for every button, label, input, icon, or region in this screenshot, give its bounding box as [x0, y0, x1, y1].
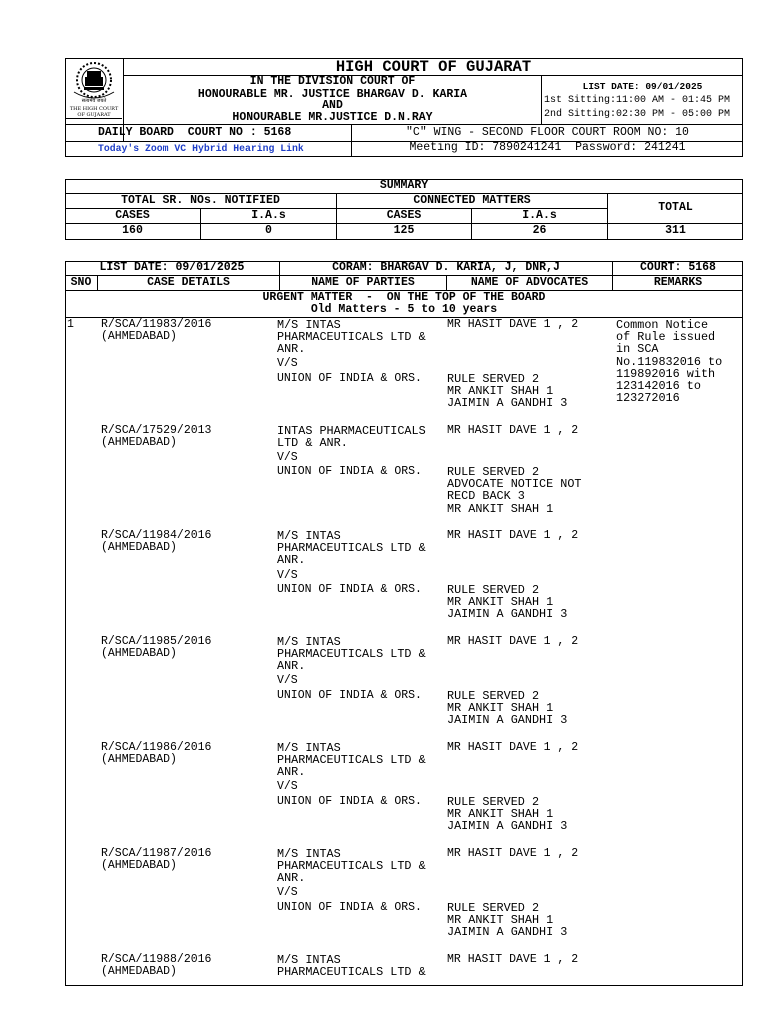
respondent: UNION OF INDIA & ORS.: [277, 583, 422, 596]
petitioner-advocate: MR HASIT DAVE 1 , 2: [447, 847, 579, 860]
col-remarks: REMARKS: [653, 276, 703, 289]
petitioner: M/S INTAS PHARMACEUTICALS LTD & ANR.: [277, 635, 426, 674]
connected-label: CONNECTED MATTERS: [413, 194, 531, 207]
case-place: (AHMEDABAD): [101, 965, 177, 978]
respondent-advocates: RULE SERVED 2 MR ANKIT SHAH 1 JAIMIN A GANDHI 3: [447, 372, 568, 411]
case-number[interactable]: R/SCA/11987/2016: [101, 847, 212, 860]
respondent-advocates: RULE SERVED 2 MR ANKIT SHAH 1 JAIMIN A GANDHI 3: [447, 901, 568, 940]
judge-2: HONOURABLE MR.JUSTICE D.N.RAY: [232, 111, 433, 124]
petitioner: INTAS PHARMACEUTICALS LTD & ANR.: [277, 424, 426, 451]
logo-name-line-2: OF GUJARAT: [66, 112, 122, 119]
list-date: LIST DATE: 09/01/2025: [582, 81, 703, 92]
coram-cell: CORAM: BHARGAV D. KARIA, J, DNR,J: [332, 261, 560, 274]
petitioner: M/S INTAS PHARMACEUTICALS LTD & ANR.: [277, 529, 426, 568]
court-logo: [66, 60, 122, 122]
petitioner-advocate: MR HASIT DAVE 1 , 2: [447, 741, 579, 754]
court-title: HIGH COURT OF GUJARAT: [335, 58, 532, 76]
summary-title: SUMMARY: [379, 179, 429, 192]
col-parties: NAME OF PARTIES: [311, 276, 415, 289]
remarks: Common Notice of Rule issued in SCA No.119832016 to 119892016 with 123142016 to 123272016: [616, 318, 723, 406]
petitioner: M/S INTAS PHARMACEUTICALS LTD & ANR.: [277, 741, 426, 780]
section-subtitle: Old Matters - 5 to 10 years: [310, 303, 498, 316]
court-cell: COURT: 5168: [640, 261, 716, 274]
notified-ias-value: 0: [265, 224, 272, 237]
case-number[interactable]: R/SCA/11984/2016: [101, 529, 212, 542]
ias-label: I.A.s: [251, 209, 286, 222]
respondent: UNION OF INDIA & ORS.: [277, 901, 422, 914]
logo-name-line-1: THE HIGH COURT: [69, 106, 119, 112]
zoom-link[interactable]: Today's Zoom VC Hybrid Hearing Link: [98, 143, 304, 154]
total-label: TOTAL: [658, 201, 693, 214]
col-advocates: NAME OF ADVOCATES: [470, 276, 589, 289]
petitioner-advocate: MR HASIT DAVE 1 , 2: [447, 318, 579, 331]
versus: V/S: [277, 451, 298, 464]
versus: V/S: [277, 780, 298, 793]
case-number[interactable]: R/SCA/11986/2016: [101, 741, 212, 754]
ias-label: I.A.s: [522, 209, 557, 222]
logo-motto: सत्यमेव जयते: [81, 98, 107, 104]
sitting-1: 1st Sitting:11:00 AM - 01:45 PM: [544, 95, 731, 106]
court-room: "C" WING - SECOND FLOOR COURT ROOM NO: 10: [406, 126, 689, 139]
cases-label: CASES: [115, 209, 150, 222]
divider: [65, 124, 743, 125]
versus: V/S: [277, 674, 298, 687]
respondent: UNION OF INDIA & ORS.: [277, 795, 422, 808]
daily-board: DAILY BOARD COURT NO : 5168: [98, 126, 292, 139]
petitioner: M/S INTAS PHARMACEUTICALS LTD & ANR.: [277, 318, 426, 357]
total-value: 311: [665, 224, 686, 237]
col-sno: SNO: [70, 276, 92, 289]
division-line: IN THE DIVISION COURT OF: [249, 75, 416, 88]
case-place: (AHMEDABAD): [101, 753, 177, 766]
case-number[interactable]: R/SCA/11983/2016: [101, 318, 212, 331]
respondent-advocates: RULE SERVED 2 MR ANKIT SHAH 1 JAIMIN A GANDHI 3: [447, 795, 568, 834]
case-place: (AHMEDABAD): [101, 330, 177, 343]
versus: V/S: [277, 886, 298, 899]
respondent-advocates: RULE SERVED 2 ADVOCATE NOTICE NOT RECD BACK 3 MR ANKIT SHAH 1: [447, 465, 582, 516]
case-number[interactable]: R/SCA/11985/2016: [101, 635, 212, 648]
connected-ias-value: 26: [532, 224, 547, 237]
sitting-2: 2nd Sitting:02:30 PM - 05:00 PM: [544, 109, 731, 120]
petitioner: M/S INTAS PHARMACEUTICALS LTD & ANR.: [277, 847, 426, 886]
judge-1: HONOURABLE MR. JUSTICE BHARGAV D. KARIA: [197, 88, 468, 101]
versus: V/S: [277, 357, 298, 370]
case-place: (AHMEDABAD): [101, 859, 177, 872]
petitioner-advocate: MR HASIT DAVE 1 , 2: [447, 953, 579, 966]
respondent: UNION OF INDIA & ORS.: [277, 689, 422, 702]
petitioner-advocate: MR HASIT DAVE 1 , 2: [447, 424, 579, 437]
serial-number: 1: [67, 318, 74, 331]
respondent: UNION OF INDIA & ORS.: [277, 465, 422, 478]
case-number[interactable]: R/SCA/11988/2016: [101, 953, 212, 966]
connected-cases-value: 125: [393, 224, 415, 237]
col-case-details: CASE DETAILS: [147, 276, 230, 289]
respondent: UNION OF INDIA & ORS.: [277, 372, 422, 385]
case-number[interactable]: R/SCA/17529/2013: [101, 424, 212, 437]
petitioner-advocate: MR HASIT DAVE 1 , 2: [447, 529, 579, 542]
notified-label: TOTAL SR. NOs. NOTIFIED: [121, 194, 280, 207]
cases-label: CASES: [386, 209, 422, 222]
respondent-advocates: RULE SERVED 2 MR ANKIT SHAH 1 JAIMIN A GANDHI 3: [447, 689, 568, 728]
section-title: URGENT MATTER - ON THE TOP OF THE BOARD: [262, 291, 546, 304]
meeting-id: Meeting ID: 7890241241 Password: 241241: [409, 141, 686, 154]
case-place: (AHMEDABAD): [101, 541, 177, 554]
case-place: (AHMEDABAD): [101, 436, 177, 449]
petitioner-advocate: MR HASIT DAVE 1 , 2: [447, 635, 579, 648]
list-date-cell: LIST DATE: 09/01/2025: [99, 261, 245, 274]
notified-cases-value: 160: [122, 224, 143, 237]
and-word: AND: [322, 99, 343, 112]
respondent-advocates: RULE SERVED 2 MR ANKIT SHAH 1 JAIMIN A GANDHI 3: [447, 583, 568, 622]
versus: V/S: [277, 569, 298, 582]
petitioner: M/S INTAS PHARMACEUTICALS LTD &: [277, 953, 426, 980]
case-place: (AHMEDABAD): [101, 647, 177, 660]
